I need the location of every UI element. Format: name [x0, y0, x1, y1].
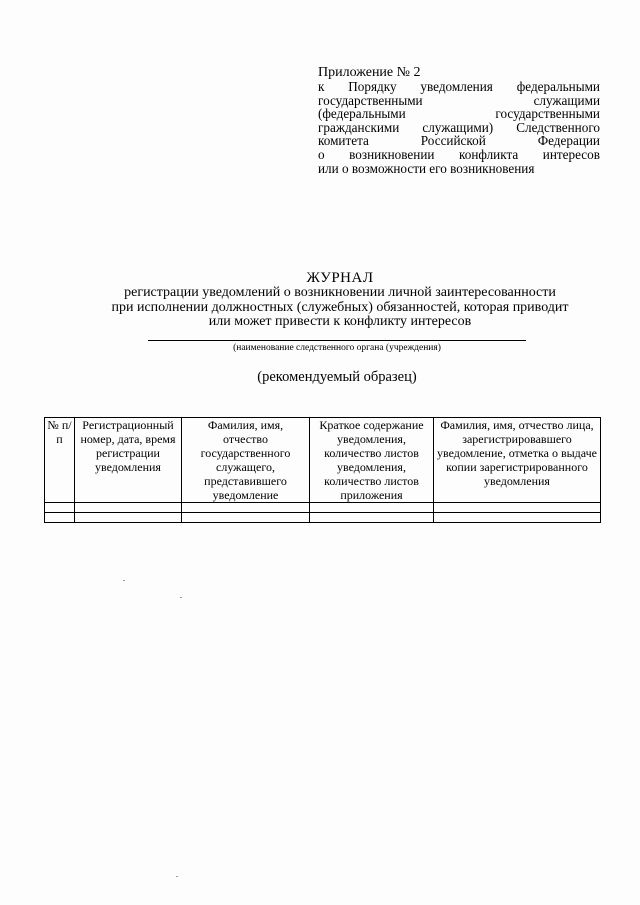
- appendix-line: о возникновении конфликта интересов: [318, 146, 600, 162]
- table-cell: [182, 513, 310, 523]
- table-header-row: [45, 418, 601, 503]
- column-header-registrar: Фамилия, имя, отчество лица, зарегистрировавшего уведомление, отметка о выдаче копии зарегистрированного уведомления: [434, 418, 601, 503]
- appendix-line: государственными служащими: [318, 92, 600, 108]
- scan-speck: [176, 876, 178, 877]
- appendix-line: (федеральными государственными: [318, 106, 600, 122]
- appendix-block: [318, 66, 600, 175]
- column-header-number: № п/п: [45, 418, 75, 503]
- column-header-summary: Краткое содержание уведомления, количество листов уведомления, количество листов приложения: [310, 418, 434, 503]
- table-row: [45, 503, 601, 513]
- journal-heading: [70, 270, 610, 330]
- column-header-registration: Регистрационный номер, дата, время регистрации уведомления: [75, 418, 182, 503]
- appendix-line: комитета Российской Федерации: [318, 133, 600, 149]
- table-cell: [310, 503, 434, 513]
- table-cell: [75, 513, 182, 523]
- table-cell: [310, 513, 434, 523]
- register-table: [44, 417, 601, 523]
- table-cell: [434, 513, 601, 523]
- journal-title: ЖУРНАЛ: [306, 270, 374, 286]
- appendix-line: гражданскими служащими) Следственного: [318, 119, 600, 135]
- journal-subtitle-line: или может привести к конфликту интересов: [208, 314, 472, 329]
- scan-speck: [123, 580, 125, 581]
- appendix-line: к Порядку уведомления федеральными: [318, 79, 600, 94]
- column-header-employee-name: Фамилия, имя, отчество государственного служащего, представившего уведомление: [182, 418, 310, 503]
- table-cell: [75, 503, 182, 513]
- journal-subtitle-line: при исполнении должностных (служебных) обязанностей, которая приводит: [111, 299, 569, 315]
- journal-subtitle-line: регистрации уведомлений о возникновении личной заинтересованности: [124, 285, 556, 300]
- appendix-title: Приложение № 2: [318, 65, 421, 80]
- table-row: [45, 513, 601, 523]
- table-cell: [434, 503, 601, 513]
- org-name-caption: (наименование следственного органа (учреждения): [233, 343, 441, 353]
- sample-note: (рекомендуемый образец): [257, 369, 417, 385]
- org-name-underline: [148, 340, 526, 341]
- table-cell: [45, 503, 75, 513]
- table-cell: [45, 513, 75, 523]
- appendix-line: или о возможности его возникновения: [318, 160, 535, 176]
- table-cell: [182, 503, 310, 513]
- scan-speck: [180, 597, 182, 598]
